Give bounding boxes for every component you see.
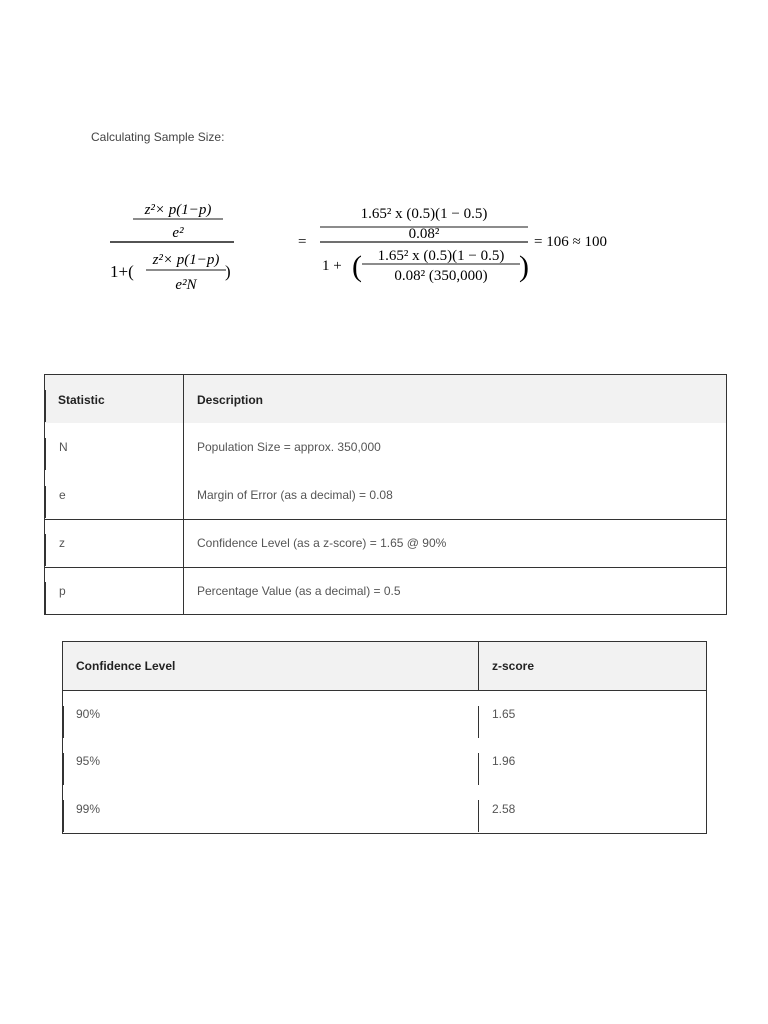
stat-description: Margin of Error (as a decimal) = 0.08: [197, 488, 393, 502]
generic-den-prefix: 1+(: [110, 262, 134, 281]
numeric-num-top: 1.65² x (0.5)(1 − 0.5): [360, 206, 488, 222]
confidence-value: 90%: [76, 707, 101, 721]
confidence-value: 99%: [76, 802, 101, 816]
stat-description: Percentage Value (as a decimal) = 0.5: [197, 584, 401, 598]
table-row: [45, 423, 726, 471]
paren-right: ): [519, 250, 529, 283]
cell-left-border: [45, 534, 46, 566]
column-divider: [478, 642, 479, 690]
cell-left-border: [63, 753, 64, 785]
stat-symbol: z: [59, 536, 65, 550]
header-z-score: z-score: [492, 659, 535, 673]
cell-left-border: [45, 390, 46, 422]
numeric-equals: =: [298, 234, 307, 250]
cell-left-border: [45, 438, 46, 470]
generic-den-inner-bottom: e²N: [175, 277, 197, 293]
numeric-den-inner-top: 1.65² x (0.5)(1 − 0.5): [377, 248, 505, 264]
header-statistic: Statistic: [58, 393, 105, 407]
generic-den-suffix: ): [225, 262, 231, 281]
cell-left-border: [478, 800, 479, 832]
z-score-value: 1.96: [492, 754, 516, 768]
numeric-num-bottom: 0.08²: [408, 226, 440, 242]
cell-left-border: [63, 800, 64, 832]
statistic-table: [44, 374, 727, 615]
z-score-value: 1.65: [492, 707, 516, 721]
stat-symbol: N: [59, 440, 68, 454]
numeric-den-inner-bottom: 0.08² (350,000): [394, 268, 488, 284]
generic-den-inner-top: z²× p(1−p): [152, 252, 220, 268]
page-heading: Calculating Sample Size:: [91, 130, 225, 144]
confidence-value: 95%: [76, 754, 101, 768]
header-description: Description: [197, 393, 264, 407]
stat-description: Confidence Level (as a z-score) = 1.65 @ 90%: [197, 536, 447, 550]
generic-num-bottom: e²: [172, 225, 184, 241]
stat-symbol: p: [59, 584, 66, 598]
paren-left: (: [352, 250, 362, 283]
stat-description: Population Size = approx. 350,000: [197, 440, 381, 454]
table-header-row: [45, 375, 726, 423]
cell-left-border: [478, 753, 479, 785]
generic-formula: [108, 192, 248, 296]
column-divider: [183, 375, 184, 615]
cell-left-border: [45, 582, 46, 614]
numeric-den-prefix: 1 +: [322, 258, 342, 274]
confidence-table: [62, 641, 707, 834]
cell-left-border: [478, 706, 479, 738]
cell-left-border: [45, 486, 46, 518]
numeric-formula: [296, 198, 646, 288]
cell-left-border: [63, 706, 64, 738]
numeric-result: = 106 ≈ 100: [534, 234, 607, 250]
stat-symbol: e: [59, 488, 66, 502]
z-score-value: 2.58: [492, 802, 516, 816]
header-confidence-level: Confidence Level: [76, 659, 176, 673]
generic-num-top: z²× p(1−p): [144, 202, 212, 218]
